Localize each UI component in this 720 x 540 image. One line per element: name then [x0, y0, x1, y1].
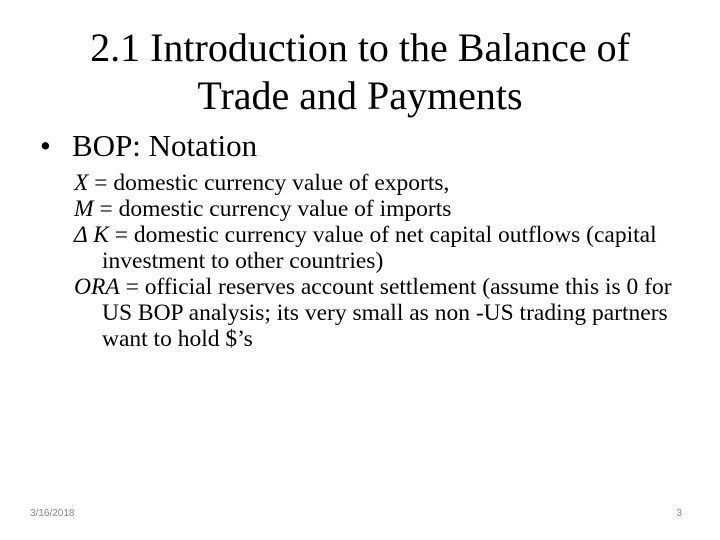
definition-text: = official reserves account settlement (assume this is 0 for US BOP analysis; its very small as non -US trading partners want to hold $’s: [102, 274, 672, 352]
page-number: 3: [676, 508, 682, 519]
definition-symbol: M: [74, 196, 94, 222]
definition-list: [74, 170, 694, 352]
bullet-item: [40, 126, 257, 166]
definition-symbol: Δ K: [74, 222, 109, 248]
definition-item: [74, 274, 694, 352]
definition-text: = domestic currency value of imports: [93, 196, 452, 222]
definition-item: [74, 196, 694, 222]
footer-date: 3/16/2018: [30, 508, 75, 519]
title-line-1: 2.1 Introduction to the Balance of: [90, 25, 630, 70]
definition-item: [74, 170, 694, 196]
title-line-2: Trade and Payments: [197, 73, 523, 118]
definition-item: [74, 222, 694, 274]
definition-symbol: ORA: [74, 274, 120, 300]
definition-text: = domestic currency value of exports,: [88, 170, 450, 196]
definition-text: = domestic currency value of net capital outflows (capital investment to other countries): [102, 222, 657, 274]
slide-title: [40, 24, 680, 120]
bullet-text: BOP: Notation: [72, 128, 258, 163]
bullet-dot: •: [40, 128, 51, 163]
definition-symbol: X: [74, 170, 89, 196]
